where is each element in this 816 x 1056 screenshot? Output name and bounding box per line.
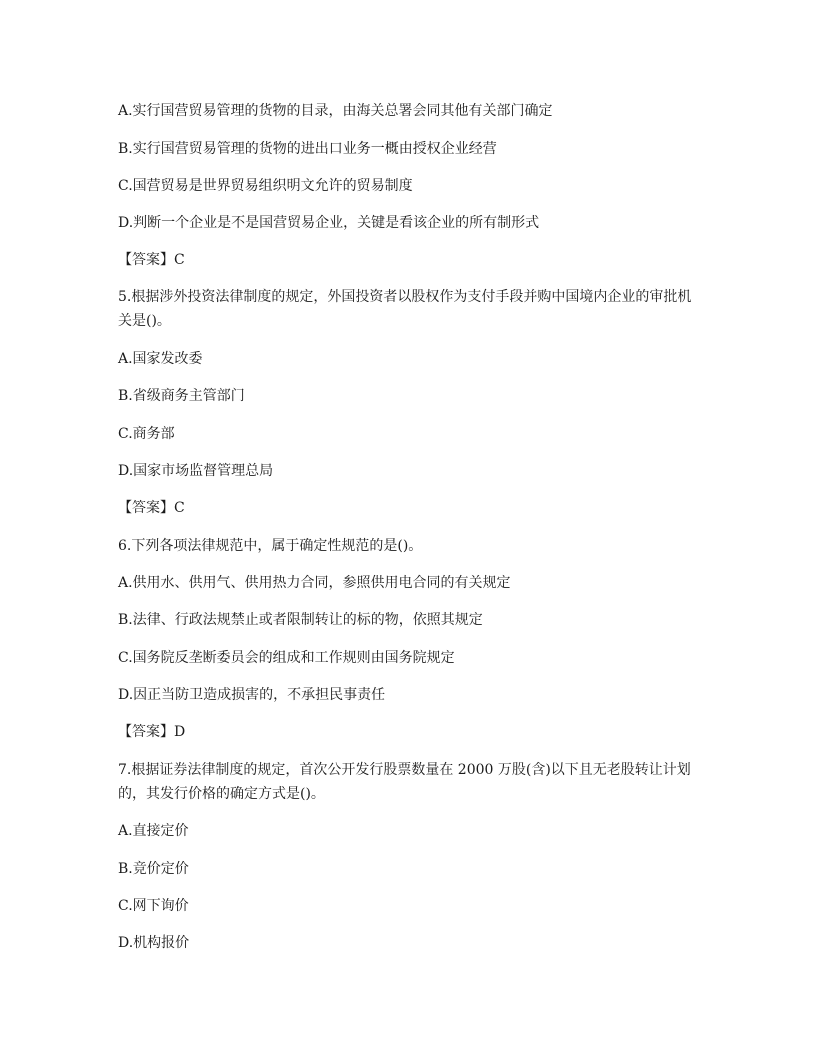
option-d-text: D.因正当防卫造成损害的，不承担民事责任 (118, 687, 386, 703)
option-b-text: B.竞价定价 (118, 861, 189, 877)
option-d-text: D.机构报价 (118, 935, 190, 951)
question-7-text-cont: 的，其发行价格的确定方式是()。 (118, 786, 325, 802)
question-7-text: 7.根据证券法律制度的规定，首次公开发行股票数量在 2000 万股(含)以下且无老股转让计划 (118, 762, 691, 778)
option-b-text: B.省级商务主管部门 (118, 388, 245, 404)
option-c-text: C.国营贸易是世界贸易组织明文允许的贸易制度 (118, 178, 413, 194)
option-a-text: A.供用水、供用气、供用热力合同，参照供用电合同的有关规定 (118, 575, 511, 591)
question-5-text: 5.根据涉外投资法律制度的规定，外国投资者以股权作为支付手段并购中国境内企业的审批机 (118, 289, 692, 305)
option-c-text: C.商务部 (118, 426, 175, 442)
option-a-text: A.国家发改委 (118, 351, 203, 367)
question-5-text-cont: 关是()。 (118, 313, 171, 329)
answer-line: 【答案】C (118, 500, 185, 516)
option-b-text: B.实行国营贸易管理的货物的进出口业务一概由授权企业经营 (118, 141, 497, 157)
option-a-text: A.直接定价 (118, 823, 189, 839)
option-c-text: C.国务院反垄断委员会的组成和工作规则由国务院规定 (118, 650, 455, 666)
option-a-text: A.实行国营贸易管理的货物的目录，由海关总署会同其他有关部门确定 (118, 103, 553, 119)
option-d-text: D.国家市场监督管理总局 (118, 463, 274, 479)
answer-line: 【答案】C (118, 252, 185, 268)
question-6-text: 6.下列各项法律规范中，属于确定性规范的是()。 (118, 538, 423, 554)
answer-line: 【答案】D (118, 724, 186, 740)
option-c-text: C.网下询价 (118, 898, 189, 914)
option-d-text: D.判断一个企业是不是国营贸易企业，关键是看该企业的所有制形式 (118, 215, 540, 231)
option-b-text: B.法律、行政法规禁止或者限制转让的标的物，依照其规定 (118, 612, 483, 628)
